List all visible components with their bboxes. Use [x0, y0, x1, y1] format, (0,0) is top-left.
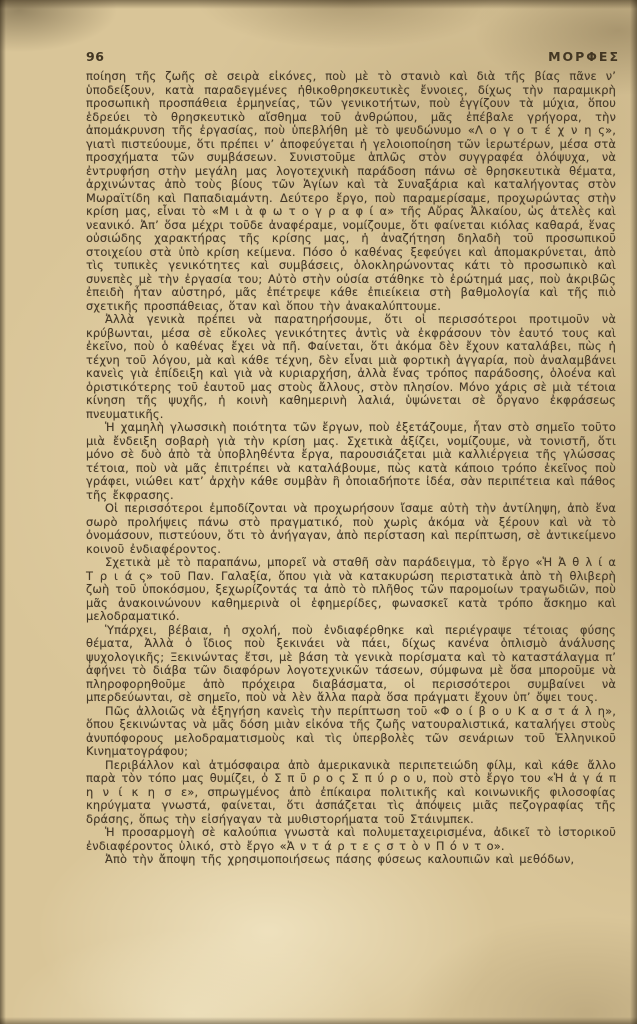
paragraph: Περιβάλλον καὶ ἀτμόσφαιρα ἀπὸ ἀμερικανικὰ περιπετειώδη φίλμ, καὶ κάθε ἄλλο παρὰ τὸν τόπο μας θυμίζει, ὁ Σ π ῦ ρ ο ς Σ π ύ ρ ο υ, ποὺ στὸ ἔργο του «Ἡ ἀ γ ά π η ν ί κ η σ ε», σπρωγμένος ἀπὸ ἐπίκαιρα πολιτικῆς καὶ κοινωνικῆς φιλοσοφίας κηρύγματα γνωστά, φαίνεται, ὅτι ἀσπάζεται τὶς ἀπόψεις μιᾶς πεζογραφίας τῆς δράσης, ὅπως τὴν εἰσήγαγαν τὰ μυθιστορήματα τοῦ Στάινμπεκ. — [86, 757, 616, 826]
running-header-title: ΜΟΡΦΕΣ — [548, 49, 620, 64]
paragraph: Ἡ χαμηλὴ γλωσσικὴ ποιότητα τῶν ἔργων, ποὺ ἐξετάζουμε, ἦταν στὸ σημεῖο τοῦτο μιὰ ἔνδειξη σοβαρὴ γιὰ τὴν κρίση μας. Σχετικὰ ἀξίζει, νομίζουμε, νὰ τονιστῆ, ὅτι μόνο σὲ δυὸ ἀπὸ τὰ ὑποβληθέντα ἔργα, παρουσιάζεται μιὰ καλλιέργεια τῆς γλώσσας τέτοια, ποὺ νὰ μᾶς ἐπιτρέπει νὰ καταλάβουμε, πὼς κατὰ κάποιο τρόπο ἐκεῖνος ποὺ γράφει, νιώθει κατ’ ἀρχὴν κάθε συμβὰν ἢ ὁποιαδήποτε ἰδέα, σὰν περιπέτεια καὶ πάθος τῆς ἔκφρασης. — [86, 420, 616, 502]
paragraph: Σχετικὰ μὲ τὸ παραπάνω, μπορεῖ νὰ σταθῆ σὰν παράδειγμα, τὸ ἔργο «Ἡ Ἀ θ λ ί α Τ ρ ι ά ς» τοῦ Παν. Γαλαξία, ὅπου γιὰ νὰ κατακυρώση περιστατικὰ ἀπὸ τὴ θλιβερὴ ζωὴ τοῦ ὑποκόσμου, ξεχωρίζοντάς τα ἀπὸ τὸ πλῆθος τῶν παρομοίων τραγωδιῶν, ποὺ μᾶς ἀνακοινώνουν καθημερινὰ οἱ ἐφημερίδες, φωνασκεῖ κατὰ τρόπο ἄσκημο καὶ μελοδραματικό. — [86, 555, 616, 623]
page-header — [86, 49, 620, 64]
paragraph: Ἀλλὰ γενικὰ πρέπει νὰ παρατηρήσουμε, ὅτι οἱ περισσότεροι προτιμοῦν νὰ κρύβωνται, μέσα σὲ εὔκολες γενικότητες ἀντὶς νὰ ἐκφράσουν τὸν ἑαυτό τους καὶ ἐκεῖνο, ποὺ ὁ καθένας ἔχει νὰ πῆ. Φαίνεται, ὅτι ἀκόμα δὲν ἔχουν καταλάβει, πὼς ἡ τέχνη τοῦ λόγου, μὰ καὶ κάθε τέχνη, δὲν εἶναι μιὰ φορτικὴ ἀγγαρία, ποὺ ἀναλαμβάνει κανεὶς γιὰ ἐπίδειξη καὶ γιὰ νὰ κυριαρχήση, ἀλλὰ ἕνας τρόπος παράδοσης, ὁλοένα καὶ ὁριστικότερης τοῦ ἑαυτοῦ μας στοὺς ἄλλους, στὸν πλησίον. Μόνο χάρις σὲ μιὰ τέτοια κίνηση τῆς ψυχῆς, ἡ κοινὴ καθημερινὴ λαλιά, ὑψώνεται σὲ ὄργανο ἐκφράσεως πνευματικῆς. — [86, 312, 616, 421]
body-text — [86, 70, 616, 867]
paragraph: ποίηση τῆς ζωῆς σὲ σειρὰ εἰκόνες, ποὺ μὲ τὸ στανιὸ καὶ διὰ τῆς βίας πᾶνε ν’ ὑποδείξουν, κατὰ παραδεγμένες ἠθικοθρησκευτικὲς ἔννοιες, δίχως τὴν παραμικρὴ προσωπικὴ προσπάθεια ἑρμηνείας, τῶν γενικοτήτων, ποὺ ἐγγίζουν τὰ μύχια, ὅπου ἑδρεύει τὸ θρησκευτικὸ αἴσθημα τοῦ ἀνθρώπου, μᾶς ἐπέβαλε γρήγορα, τὴν ἀπομάκρυνση τῆς ἐργασίας, ποὺ ὑπεβλήθη μὲ τὸ ψευδώνυμο «Λ ο γ ο τ έ χ ν η ς», γιατὶ πιστεύουμε, ὅτι πρέπει ν’ ἀποφεύγεται ἡ γελοιοποίηση τῶν ἱερωτέρων, μέσα στὰ προσχήματα τῶν συμβάσεων. Συνιστοῦμε ἁπλῶς στὸν συγγραφέα ὁλόψυχα, νὰ ἐντρυφήση στὴν μεγάλη μας λογοτεχνικὴ παράδοση πάνω σὲ θρησκευτικὰ θέματα, ἀρχινώντας ἀπὸ τοὺς βίους τῶν Ἁγίων καὶ τὰ Συναξάρια καὶ καταλήγοντας στὸν Μωραϊτίδη καὶ Παπαδιαμάντη. Δεύτερο ἔργο, ποὺ παραμερίσαμε, προχωρώντας στὴν κρίση μας, εἶναι τὸ «Μ ι ὰ φ ω τ ο γ ρ α φ ί α» τῆς Αὔρας Ἀλκαίου, ὡς ἀτελὲς καὶ νεανικό. Ἀπ’ ὅσα μέχρι τοῦδε ἀναφέραμε, νομίζουμε, ὅτι φαίνεται κιόλας καθαρά, ἕνας οὐσιώδης χαρακτήρας τῆς κρίσης μας, ἡ ἀναζήτηση δηλαδὴ τοῦ προσωπικοῦ στοιχείου στὰ ὑπὸ κρίση κείμενα. Πόσο ὁ καθένας ξεφεύγει καὶ ἀπομακρύνεται, ἀπὸ τὶς τυπικὲς γενικότητες καὶ συμβάσεις, ὁλοκληρώνοντας κάτι τὸ προσωπικὸ καὶ συνεπὲς μὲ τὴν ἐργασία του; Αὐτὸ στὴν οὐσία στάθηκε τὸ ἐρώτημά μας, ποὺ ἀκριβῶς ἐπειδὴ ἦταν αὐστηρό, μᾶς ἐπέτρεψε κάθε ἐπιείκεια στὴ βαθμολογία καὶ τῆς πιὸ σχετικῆς προσπάθειας, ὅταν καὶ ὅπου τὴν ἀνακαλύπτουμε. — [86, 69, 616, 313]
paragraph: Ἡ προσαρμογὴ σὲ καλούπια γνωστὰ καὶ πολυμεταχειρισμένα, ἀδικεῖ τὸ ἱστορικοῦ ἐνδιαφέροντος ὑλικό, στὸ ἔργο «Ἀ ν τ ά ρ τ ε ς σ τ ὸ ν Π ό ν τ ο». — [86, 825, 616, 853]
paragraph: Πῶς ἀλλοιῶς νὰ ἐξηγήση κανεὶς τὴν περίπτωση τοῦ «Φ ο ί β ο υ Κ α σ τ ά λ η», ὅπου ξεκινώντας νὰ μᾶς δόση μιὰν εἰκόνα τῆς ζωῆς νατουραλιστικά, καταλήγει στοὺς ἀνυπόφορους μελοδραματισμοὺς καὶ τὶς ὑπερβολὲς τῶν σενάριων τοῦ Ἑλληνικοῦ Κινηματογράφου; — [86, 703, 616, 758]
paragraph: Ἀπὸ τὴν ἄποψη τῆς χρησιμοποιήσεως πάσης φύσεως καλουπιῶν καὶ μεθόδων, — [105, 852, 575, 866]
paragraph: Ὑπάρχει, βέβαια, ἡ σχολή, ποὺ ἐνδιαφέρθηκε καὶ περιέγραψε τέτοιας φύσης θέματα, Ἀλλὰ ὁ ἴδιος ποὺ ξεκινάει νὰ πάει, δίχως κανένα ὁπλισμὸ ἀνάλυσης ψυχολογικῆς; Ξεκινώντας ἔτσι, μὲ βάση τὰ γενικὰ πορίσματα καὶ τὸ καταστάλαγμα π’ ἀφήνει τὸ διάβα τῶν διαφόρων λογοτεχνικῶν τάσεων, σύμφωνα μὲ ὅσα μποροῦμε νὰ πληροφορηθοῦμε ἀπὸ πρόχειρα διαβάσματα, οἱ περισσότεροι συμβαίνει νὰ μπερδεύωνται, σὲ σημεῖο, ποὺ νὰ λὲν ἄλλα παρὰ ὅσα πράγματι ἔχουν ὑπ’ ὄψει τους. — [86, 622, 616, 704]
paragraph: Οἱ περισσότεροι ἐμποδίζονται νὰ προχωρήσουν ἴσαμε αὐτὴ τὴν ἀντίληψη, ἀπὸ ἕνα σωρὸ προλήψεις πάνω στὸ πραγματικό, ποὺ χωρὶς ἀκόμα νὰ ξέρουν καὶ νὰ τὸ ὀνομάσουν, πιστεύουν, ὅτι τὸ ἀνήγαγαν, ἀπὸ περίσταση καὶ περίπτωση, σὲ ἀντικείμενο κοινοῦ ἐνδιαφέροντος. — [86, 501, 616, 556]
page-number: 96 — [86, 49, 105, 64]
